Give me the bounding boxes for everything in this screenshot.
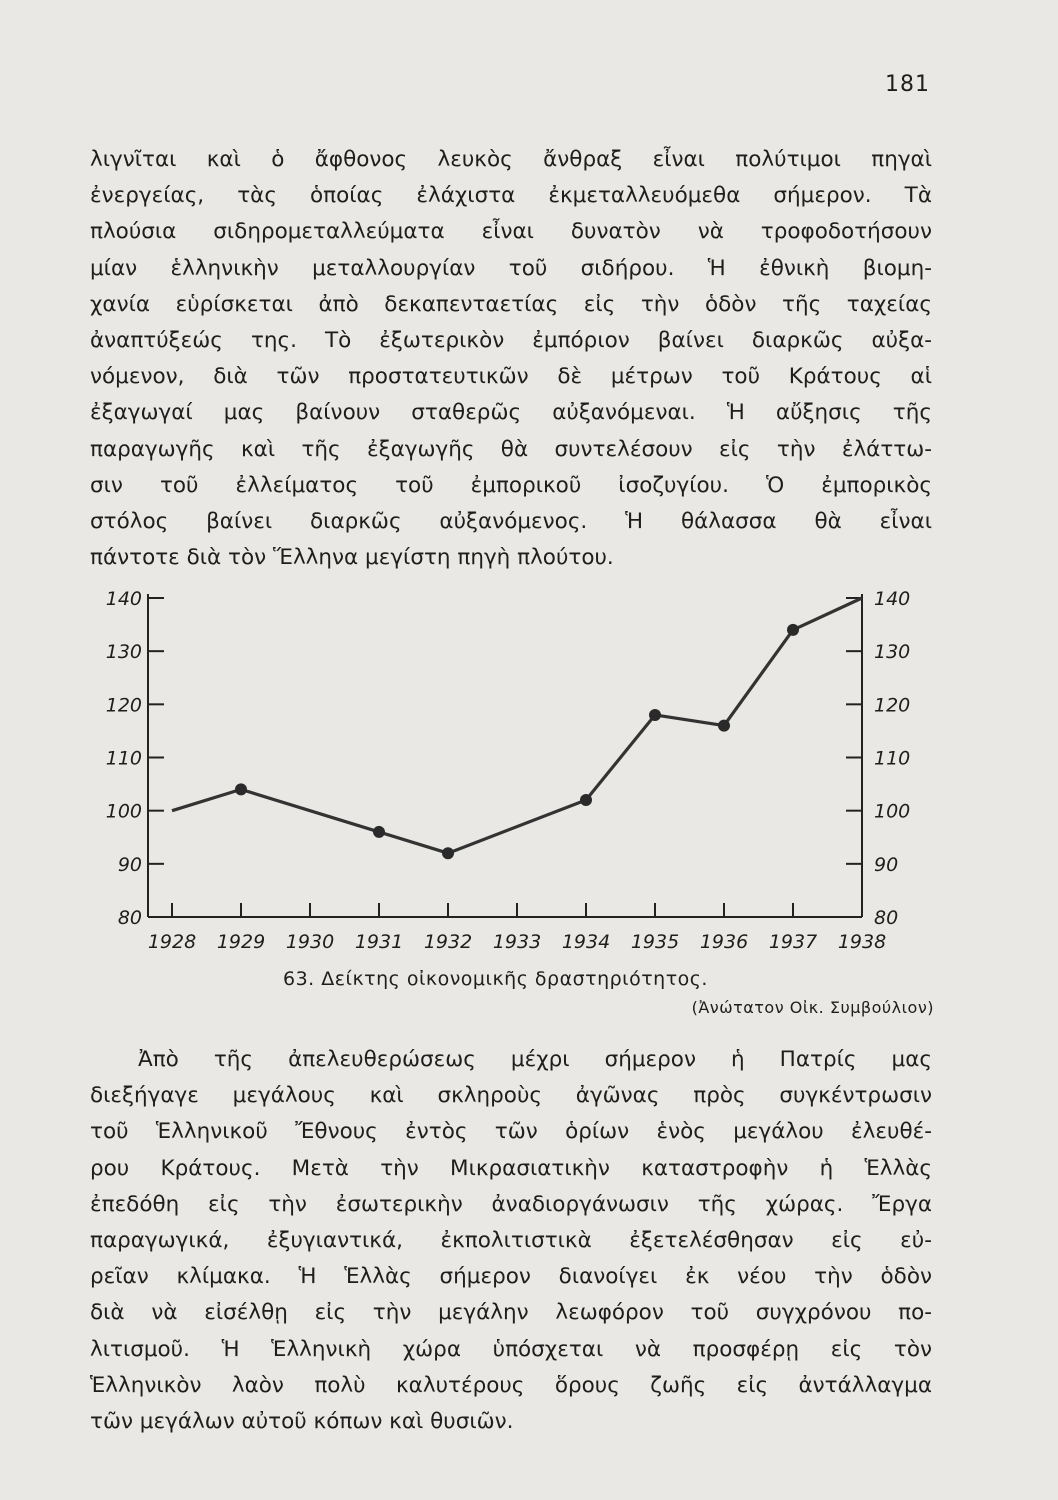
x-tick-label: 1935 <box>630 931 680 953</box>
y-tick-label-left: 110 <box>105 747 142 770</box>
x-tick-label: 1934 <box>561 931 611 953</box>
text-line: τῶν μεγάλων αὐτοῦ κόπων καὶ θυσιῶν. <box>90 1409 514 1435</box>
x-tick-label: 1928 <box>147 931 197 953</box>
x-tick-label: 1933 <box>492 931 542 953</box>
x-tick-label: 1931 <box>354 931 404 953</box>
text-line: πλούσια σιδηρομεταλλεύματα εἶναι δυνατὸν νὰ τροφοδοτήσουν <box>90 219 932 245</box>
x-tick-label: 1930 <box>285 931 335 953</box>
y-tick-label-left: 130 <box>105 641 142 664</box>
y-tick-label-right: 120 <box>874 694 911 717</box>
y-tick-label-left: 80 <box>117 907 142 929</box>
text-line: διὰ νὰ εἰσέλθῃ εἰς τὴν μεγάλην λεωφόρον τοῦ συγχρόνου πο- <box>90 1300 932 1326</box>
text-line: ἐξαγωγαί μας βαίνουν σταθερῶς αὐξανόμεναι. Ἡ αὔξησις τῆς <box>90 400 932 426</box>
y-tick-label-left: 140 <box>105 588 142 610</box>
text-line: τοῦ Ἑλληνικοῦ Ἔθνους ἐντὸς τῶν ὁρίων ἑνὸς μεγάλου ἐλευθέ- <box>90 1119 932 1145</box>
text-line: Ἑλληνικὸν λαὸν πολὺ καλυτέρους ὅρους ζωῆς εἰς ἀντάλλαγμα <box>90 1372 932 1398</box>
x-tick-label: 1929 <box>216 931 266 953</box>
text-line: ἐνεργείας, τὰς ὁποίας ἐλάχιστα ἐκμεταλλευόμεθα σήμερον. Τὰ <box>90 183 932 209</box>
text-line: ἐπεδόθη εἰς τὴν ἐσωτερικὴν ἀναδιοργάνωσιν τῆς χώρας. Ἔργα <box>90 1191 932 1217</box>
text-line: λιγνῖται καὶ ὁ ἄφθονος λευκὸς ἄνθραξ εἶναι πολύτιμοι πηγαὶ <box>90 147 932 172</box>
data-point <box>787 624 799 636</box>
text-line: ἀναπτύξεώς της. Τὸ ἐξωτερικὸν ἐμπόριον βαίνει διαρκῶς αὐξα- <box>90 328 932 354</box>
text-line: ρεῖαν κλίμακα. Ἡ Ἑλλὰς σήμερον διανοίγει ἐκ νέου τὴν ὁδὸν <box>90 1264 932 1290</box>
x-tick-label: 1937 <box>768 931 818 953</box>
text-line: διεξήγαγε μεγάλους καὶ σκληροὺς ἀγῶνας πρὸς συγκέντρωσιν <box>90 1083 932 1109</box>
paragraph-top <box>90 142 932 576</box>
paragraph-bottom <box>90 1042 932 1440</box>
text-line: πάντοτε διὰ τὸν Ἕλληνα μεγίστη πηγὴ πλούτου. <box>90 545 614 571</box>
data-line <box>172 598 862 853</box>
page-number: 181 <box>885 72 930 97</box>
text-line: σιν τοῦ ἐλλείματος τοῦ ἐμπορικοῦ ἰσοζυγίου. Ὁ ἐμπορικὸς <box>90 472 932 498</box>
data-point <box>580 794 592 806</box>
text-line: παραγωγικά, ἐξυγιαντικά, ἐκπολιτιστικὰ ἐξετελέσθησαν εἰς εὐ- <box>90 1228 932 1254</box>
text-line: λιτισμοῦ. Ἡ Ἑλληνικὴ χώρα ὑπόσχεται νὰ προσφέρῃ εἰς τὸν <box>90 1336 932 1362</box>
text-line: μίαν ἑλληνικὴν μεταλλουργίαν τοῦ σιδήρου. Ἡ ἐθνικὴ βιομη- <box>90 255 932 281</box>
y-tick-label-right: 100 <box>874 800 911 823</box>
y-tick-label-left: 100 <box>105 800 142 823</box>
chart-svg <box>0 560 1058 960</box>
data-point <box>373 826 385 838</box>
y-tick-label-left: 90 <box>117 853 142 876</box>
text-line: παραγωγῆς καὶ τῆς ἐξαγωγῆς θὰ συντελέσουν εἰς τὴν ἐλάττω- <box>90 436 932 462</box>
y-tick-label-right: 110 <box>874 747 911 770</box>
x-tick-label: 1938 <box>837 931 887 953</box>
text-line: στόλος βαίνει διαρκῶς αὐξανόμενος. Ἡ θάλασσα θὰ εἶναι <box>90 509 932 535</box>
text-line: χανία εὑρίσκεται ἀπὸ δεκαπενταετίας εἰς τὴν ὁδὸν τῆς ταχείας <box>90 291 932 317</box>
y-tick-label-left: 120 <box>105 694 142 717</box>
x-tick-label: 1932 <box>423 931 473 953</box>
text-line: Ἀπὸ τῆς ἀπελευθερώσεως μέχρι σήμερον ἡ Πατρίς μας <box>138 1047 932 1072</box>
figure-source: (Ἀνώτατον Οἰκ. Συμβούλιον) <box>691 998 934 1017</box>
data-point <box>649 709 661 721</box>
y-tick-label-right: 90 <box>874 853 899 876</box>
data-point <box>235 783 247 795</box>
y-tick-label-right: 80 <box>874 907 899 929</box>
y-tick-label-right: 140 <box>874 588 911 610</box>
y-tick-label-right: 130 <box>874 641 911 664</box>
data-point <box>718 720 730 732</box>
economic-activity-chart <box>0 560 1058 960</box>
data-point <box>442 847 454 859</box>
text-line: ρου Κράτους. Μετὰ τὴν Μικρασιατικὴν καταστροφὴν ἡ Ἑλλὰς <box>90 1155 932 1181</box>
x-tick-label: 1936 <box>699 931 749 953</box>
figure-caption: 63. Δείκτης οἰκονομικῆς δραστηριότητος. <box>283 968 708 990</box>
text-line: νόμενον, διὰ τῶν προστατευτικῶν δὲ μέτρων τοῦ Κράτους αἱ <box>90 364 932 390</box>
